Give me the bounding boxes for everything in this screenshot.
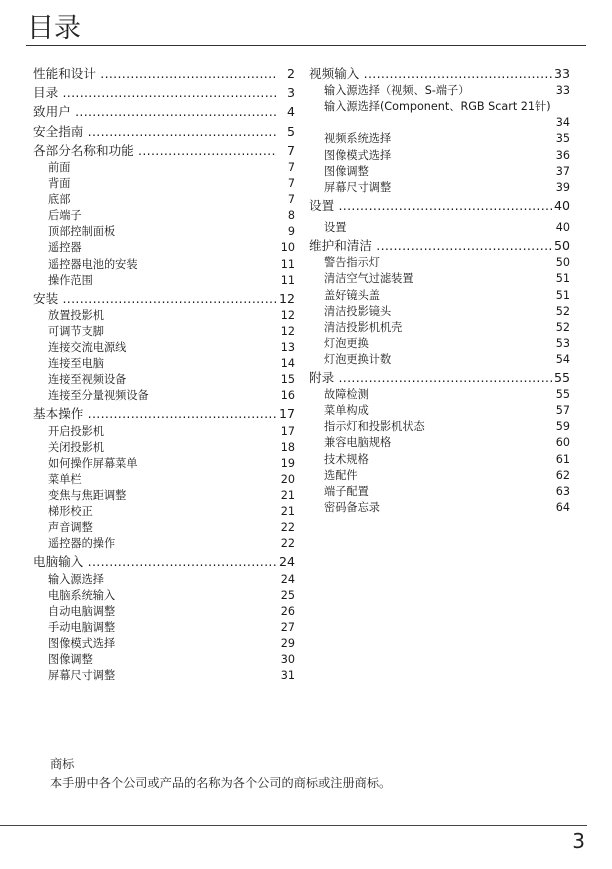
toc-entry-page: 24 (278, 554, 295, 570)
toc-entry-page: 27 (280, 620, 295, 634)
toc-left-column (33, 64, 295, 684)
toc-entry-title: 手动电脑调整 (48, 620, 116, 634)
toc-subsection-entry[interactable] (33, 488, 295, 504)
toc-entry-page: 59 (555, 420, 570, 434)
toc-entry-page: 39 (555, 180, 570, 194)
toc-entry-page: 51 (555, 288, 570, 302)
toc-entry-page: 52 (555, 320, 570, 334)
toc-entry-title: 遥控器的操作 (48, 537, 116, 551)
toc-entry-title: 灯泡更换 (324, 336, 369, 350)
toc-subsection-entry[interactable] (309, 435, 570, 451)
toc-entry-title: 清洁投影机机壳 (324, 320, 403, 334)
toc-entry-page: 53 (555, 336, 570, 350)
toc-entry-page: 36 (555, 148, 570, 162)
toc-entry-title: 关闭投影机 (48, 440, 104, 454)
toc-section-entry[interactable] (309, 196, 570, 215)
toc-entry-title: 致用户 ..... (33, 102, 277, 121)
toc-entry-title: 开启投影机 (48, 424, 104, 438)
footer-divider (0, 825, 587, 826)
toc-subsection-entry[interactable] (33, 668, 295, 684)
toc-section-entry[interactable] (33, 64, 295, 83)
toc-entry-page: 12 (280, 308, 295, 322)
toc-entry-page: 33 (553, 66, 570, 81)
toc-entry-page: 50 (555, 256, 570, 270)
toc-entry-title: 自动电脑调整 (48, 604, 116, 618)
toc-entry-page: 52 (555, 304, 570, 318)
toc-subsection-entry[interactable] (33, 472, 295, 488)
toc-subsection-entry[interactable] (309, 468, 570, 484)
toc-entry-page: 7 (286, 142, 295, 158)
toc-entry-page: 13 (280, 341, 295, 355)
toc-subsection-entry[interactable] (33, 308, 295, 324)
toc-entry-title: 指示灯和投影机状态 (324, 420, 425, 434)
toc-subsection-entry[interactable] (33, 160, 295, 176)
toc-entry-title: 连接至电脑 (48, 357, 104, 371)
toc-entry-title: 菜单构成 (324, 404, 369, 418)
toc-entry-page: 26 (280, 604, 295, 618)
toc-entry-title: 清洁投影镜头 (324, 304, 392, 318)
page-number: 3 (572, 829, 585, 853)
toc-entry-title: 维护和清洁 ..... (309, 236, 552, 255)
toc-entry-title: 技术规格 (324, 452, 369, 466)
toc-entry-title: 故障检测 (324, 388, 369, 402)
toc-subsection-entry[interactable] (33, 536, 295, 552)
toc-subsection-entry[interactable] (33, 273, 295, 289)
toc-entry-title: 遥控器 (48, 241, 82, 255)
toc-entry-title: 输入源选择(Component、RGB Scart 21针) (324, 100, 551, 114)
toc-entry-title: 输入源选择（视频、S-端子） (324, 84, 470, 98)
toc-entry-page: 63 (555, 484, 570, 498)
toc-entry-title: 设置 ..... (309, 196, 552, 215)
toc-subsection-entry[interactable] (33, 604, 295, 620)
toc-subsection-entry[interactable] (309, 403, 570, 419)
toc-subsection-entry[interactable] (33, 240, 295, 256)
toc-subsection-entry[interactable] (309, 419, 570, 435)
toc-subsection-entry[interactable] (33, 224, 295, 240)
toc-entry-page: 22 (280, 521, 295, 535)
toc-section-entry[interactable] (33, 102, 295, 121)
toc-entry-title: 放置投影机 (48, 308, 104, 322)
toc-subsection-entry[interactable] (309, 336, 570, 352)
toc-entry-title: 视频系统选择 (324, 132, 392, 146)
toc-subsection-entry[interactable] (309, 180, 570, 196)
toc-entry-title: 电脑系统输入 (48, 588, 116, 602)
toc-entry-page: 55 (553, 369, 570, 385)
toc-entry-page: 14 (280, 357, 295, 371)
toc-entry-title: 屏幕尺寸调整 (48, 669, 116, 683)
toc-subsection-entry[interactable] (309, 304, 570, 320)
toc-subsection-entry[interactable] (309, 164, 570, 180)
toc-entry-title: 遥控器电池的安装 (48, 257, 138, 271)
toc-entry-page: 31 (280, 669, 295, 683)
toc-section-entry[interactable] (309, 236, 570, 255)
toc-entry-title: 目录 ..... (33, 83, 277, 102)
toc-entry-title: 声音调整 (48, 521, 93, 535)
toc-subsection-entry[interactable] (309, 115, 570, 131)
toc-entry-page: 30 (280, 653, 295, 667)
toc-entry-title: 安装 ..... (33, 289, 277, 308)
toc-section-entry[interactable] (33, 552, 295, 571)
toc-section-entry[interactable] (33, 122, 295, 141)
toc-subsection-entry[interactable] (309, 288, 570, 304)
toc-entry-page: 57 (555, 404, 570, 418)
toc-entry-page: 12 (280, 324, 295, 338)
toc-subsection-entry[interactable] (309, 352, 570, 368)
toc-entry-page: 11 (280, 257, 295, 271)
toc-entry-page: 62 (555, 468, 570, 482)
toc-entry-title: 顶部控制面板 (48, 225, 116, 239)
toc-subsection-entry[interactable] (33, 440, 295, 456)
toc-entry-title: 连接至分量视频设备 (48, 389, 149, 403)
toc-section-entry[interactable] (33, 141, 295, 160)
toc-entry-page: 7 (287, 193, 295, 207)
toc-entry-title: 安全指南 ..... (33, 122, 277, 141)
toc-entry-page: 64 (555, 500, 570, 514)
toc-entry-title: 灯泡更换计数 (324, 352, 392, 366)
toc-entry-page: 4 (286, 104, 295, 120)
toc-subsection-entry[interactable] (33, 372, 295, 388)
toc-entry-page: 10 (280, 241, 295, 255)
toc-entry-page: 3 (286, 85, 295, 101)
toc-subsection-entry[interactable] (309, 99, 570, 115)
toc-entry-title: 背面 (48, 177, 71, 191)
toc-entry-title: 可调节支脚 (48, 324, 104, 338)
trademark-heading: 商标 (50, 757, 75, 771)
toc-entry-page: 12 (278, 290, 295, 306)
toc-entry-page: 21 (280, 489, 295, 502)
toc-subsection-entry[interactable] (33, 176, 295, 192)
toc-entry-title: 兼容电脑规格 (324, 436, 392, 450)
toc-subsection-entry[interactable] (309, 255, 570, 271)
toc-entry-title: 视频输入 ..... (309, 64, 552, 83)
toc-section-entry[interactable] (33, 83, 295, 102)
toc-entry-title: 如何操作屏幕菜单 (48, 456, 138, 470)
toc-subsection-entry[interactable] (33, 636, 295, 652)
toc-subsection-entry[interactable] (33, 652, 295, 668)
toc-entry-page: 37 (555, 164, 570, 178)
toc-section-entry[interactable] (33, 289, 295, 308)
toc-entry-title: 连接至视频设备 (48, 373, 127, 387)
toc-entry-page: 5 (286, 123, 295, 139)
toc-section-entry[interactable] (33, 404, 295, 423)
toc-entry-title: 菜单栏 (48, 472, 82, 486)
toc-entry-page: 8 (287, 209, 295, 223)
toc-entry-title: 电脑输入 ..... (33, 552, 277, 571)
toc-entry-page: 54 (555, 352, 570, 366)
toc-entry-title: 操作范围 (48, 273, 93, 287)
toc-subsection-entry[interactable] (33, 388, 295, 404)
toc-entry-title: 设置 (324, 221, 347, 235)
toc-entry-title: 图像模式选择 (324, 148, 392, 162)
toc-subsection-entry[interactable] (309, 148, 570, 164)
toc-entry-title: 端子配置 (324, 484, 369, 498)
toc-entry-page: 17 (280, 424, 295, 438)
toc-entry-page: 29 (280, 636, 295, 650)
toc-right-column (309, 64, 570, 516)
toc-subsection-entry[interactable] (33, 588, 295, 604)
toc-subsection-entry[interactable] (309, 387, 570, 403)
toc-entry-page: 50 (553, 238, 570, 254)
toc-entry-page: 24 (280, 572, 295, 586)
toc-entry-page: 21 (280, 505, 295, 519)
toc-entry-title: 变焦与焦距调整 (48, 489, 127, 502)
toc-entry-page: 17 (278, 406, 295, 422)
toc-entry-page: 19 (280, 456, 295, 470)
toc-entry-page: 25 (280, 588, 295, 602)
toc-subsection-entry[interactable] (33, 620, 295, 636)
toc-subsection-entry[interactable] (33, 356, 295, 372)
toc-entry-page: 61 (555, 452, 570, 466)
toc-entry-title: 连接交流电源线 (48, 341, 127, 355)
toc-subsection-entry[interactable] (33, 340, 295, 356)
toc-entry-page: 40 (553, 197, 570, 213)
toc-subsection-entry[interactable] (309, 131, 570, 147)
toc-entry-page: 51 (555, 272, 570, 286)
toc-subsection-entry[interactable] (309, 271, 570, 287)
toc-entry-title: 附录 ..... (309, 368, 552, 387)
trademark-notice (50, 755, 391, 792)
toc-entry-title: 图像调整 (48, 653, 93, 667)
toc-entry-page: 60 (555, 436, 570, 450)
toc-entry-page: 22 (280, 537, 295, 551)
page-title: 目录 (27, 13, 81, 44)
toc-subsection-entry[interactable] (309, 484, 570, 500)
toc-entry-page: 16 (280, 389, 295, 403)
toc-entry-title: 图像调整 (324, 164, 369, 178)
toc-entry-title: 梯形校正 (48, 505, 93, 519)
toc-entry-page: 7 (287, 160, 295, 174)
toc-entry-title: 底部 (48, 193, 71, 207)
toc-entry-page: 11 (280, 273, 295, 287)
toc-entry-title: 输入源选择 (48, 572, 104, 586)
toc-entry-page: 40 (555, 221, 570, 235)
toc-entry-page: 34 (555, 116, 570, 130)
toc-subsection-entry[interactable] (309, 500, 570, 516)
toc-entry-title: 性能和设计 ..... (33, 64, 277, 83)
toc-entry-page: 35 (555, 132, 570, 146)
toc-entry-page: 9 (287, 225, 295, 239)
toc-entry-title: 各部分名称和功能 ..... (33, 141, 277, 160)
toc-subsection-entry[interactable] (33, 192, 295, 208)
toc-subsection-entry[interactable] (33, 504, 295, 520)
toc-entry-title: 图像模式选择 (48, 636, 116, 650)
toc-subsection-entry[interactable] (33, 424, 295, 440)
toc-entry-page: 55 (555, 388, 570, 402)
toc-entry-title: 密码备忘录 (324, 500, 380, 514)
toc-subsection-entry[interactable] (33, 257, 295, 273)
toc-entry-title: 盖好镜头盖 (324, 288, 380, 302)
toc-entry-title: 前面 (48, 160, 71, 174)
toc-subsection-entry[interactable] (309, 220, 570, 236)
toc-entry-page: 7 (287, 177, 295, 191)
toc-subsection-entry[interactable] (309, 83, 570, 99)
toc-subsection-entry[interactable] (33, 456, 295, 472)
trademark-text: 本手册中各个公司或产品的名称为各个公司的商标或注册商标。 (50, 775, 392, 790)
toc-entry-title: 基本操作 ..... (33, 404, 277, 423)
toc-subsection-entry[interactable] (309, 320, 570, 336)
toc-entry-title: 警告指示灯 (324, 256, 380, 270)
toc-subsection-entry[interactable] (33, 324, 295, 340)
toc-subsection-entry[interactable] (33, 520, 295, 536)
toc-entry-title: 后端子 (48, 209, 82, 223)
toc-section-entry[interactable] (309, 64, 570, 83)
toc-entry-title: 屏幕尺寸调整 (324, 180, 392, 194)
title-divider (26, 45, 586, 46)
toc-subsection-entry[interactable] (309, 452, 570, 468)
toc-entry-page: 20 (280, 472, 295, 486)
toc-entry-page: 18 (280, 440, 295, 454)
toc-entry-page: 15 (280, 373, 295, 387)
toc-entry-title: 选配件 (324, 468, 358, 482)
toc-entry-page: 33 (555, 84, 570, 98)
toc-subsection-entry[interactable] (33, 208, 295, 224)
toc-entry-page: 2 (286, 66, 295, 81)
toc-subsection-entry[interactable] (33, 572, 295, 588)
toc-entry-title: 清洁空气过滤装置 (324, 272, 414, 286)
toc-section-entry[interactable] (309, 368, 570, 387)
